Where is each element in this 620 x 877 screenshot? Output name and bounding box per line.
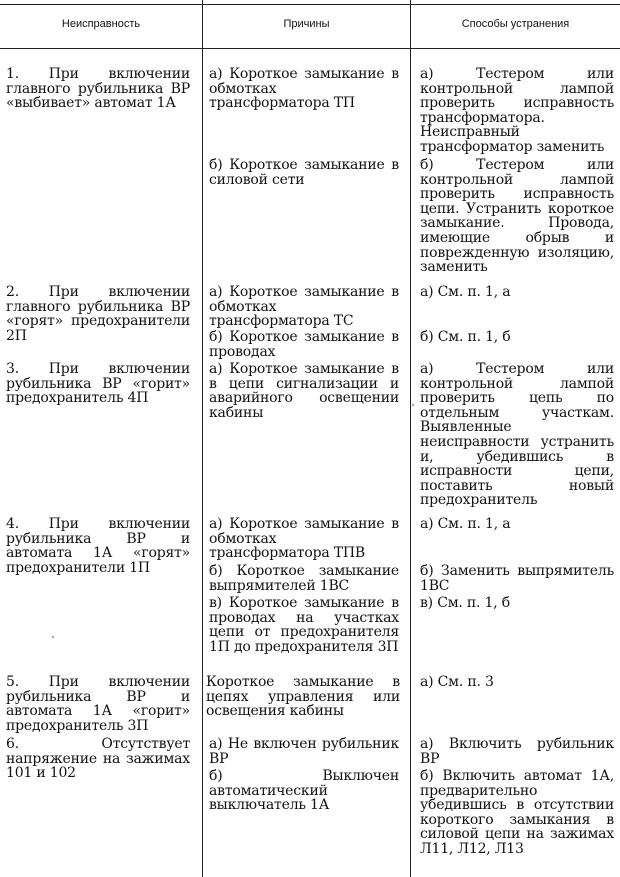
scan-speck — [52, 636, 54, 638]
remedy-2a: а) См. п. 1, а — [420, 284, 511, 300]
remedy-1b: б) Тестером или контрольной лампой проверить исправность цепи. Устранить короткое замыкание. Провода, имеющие обрыв и поврежденную изоляцию, заменить — [420, 157, 614, 276]
cause-1b: б) Короткое замыкание в силовой сети — [209, 157, 399, 188]
remedy-3a: а) Тестером или контрольной лампой проверить цепь по отдельным участкам. Выявленные неисправности устранить и, убедившись в исправности цепи, поставить новый предохранитель — [420, 361, 614, 509]
remedy-2b: б) См. п. 1, б — [420, 329, 511, 345]
cause-3a: а) Короткое замыкание в в цепи сигнализации и аварийного освещении кабины — [209, 361, 399, 421]
header-remedies: Способы устранения — [461, 18, 570, 30]
column-divider-1 — [202, 0, 203, 877]
cause-4b: б) Короткое замыкание выпрямителей 1ВС — [209, 563, 399, 594]
remedy-6a: а) Включить рубильник ВР — [420, 736, 614, 767]
fault-4: 4. При включении рубильника ВР и автомата 1А «горят» предохранители 1П — [6, 516, 190, 576]
remedy-4b: б) Заменить выпрямитель 1ВС — [420, 563, 614, 594]
cause-2a: а) Короткое замыкание в обмотках трансформатора ТС — [209, 284, 399, 330]
remedy-5a: а) См. п. 3 — [420, 674, 494, 690]
fault-6: 6. Отсутствует напряжение на зажимах 101 и 102 — [6, 736, 190, 782]
remedy-6b: б) Включить автомат 1А, предварительно убедившись в отсутствии короткого замыкания в силовой цепи на зажимах Л11, Л12, Л13 — [420, 768, 614, 857]
fault-5: 5. При включении рубильника ВР и автомата 1А «горит» предохранитель 3П — [6, 674, 190, 734]
remedy-1a: а) Тестером или контрольной лампой проверить исправность трансформатора. Неисправный трансформатор заменить — [420, 66, 614, 155]
fault-3: 3. При включении рубильника ВР «горит» предохранитель 4П — [6, 361, 190, 407]
remedy-4c: в) См. п. 1, б — [420, 595, 510, 611]
table-top-rule — [0, 4, 620, 5]
cause-2b: б) Короткое замыкание в проводах — [209, 329, 399, 360]
remedy-4a: а) См. п. 1, а — [420, 516, 511, 532]
scan-speck — [412, 404, 414, 406]
cause-1a: а) Короткое замыкание в обмотках трансформатора ТП — [209, 66, 399, 112]
header-fault: Неисправность — [61, 18, 141, 30]
cause-4a: а) Короткое замыкание в обмотках трансформатора ТПВ — [209, 516, 399, 562]
cause-4c: в) Короткое замыкание в проводах на участках цепи от предохранителя 1П до предохранителя 3П — [209, 595, 399, 655]
fault-1: 1. При включении главного рубильника ВР «выбивает» автомат 1А — [6, 66, 190, 112]
header-causes: Причины — [283, 18, 330, 30]
fault-2: 2. При включении главного рубильника ВР «горят» предохранители 2П — [6, 284, 190, 344]
cause-6a: а) Не включен рубильник ВР — [209, 736, 399, 767]
column-divider-2 — [410, 0, 411, 877]
cause-5: Короткое замыкание в цепях управления или освещения кабины — [206, 674, 400, 720]
cause-6b: б) Выключен автоматический выключатель 1А — [209, 768, 399, 814]
header-bottom-rule — [0, 48, 620, 49]
